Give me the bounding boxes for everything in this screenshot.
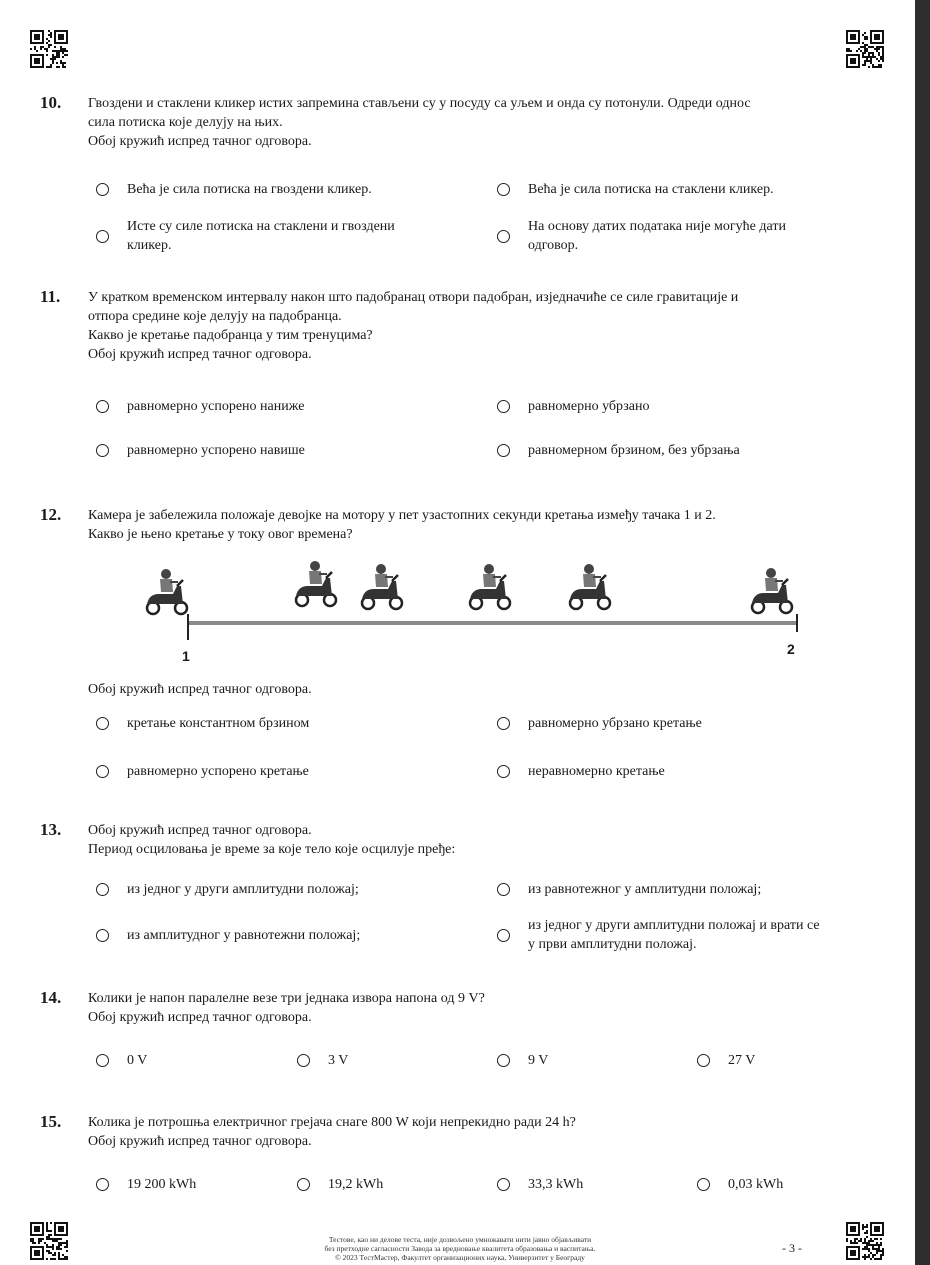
question-number: 12.: [40, 505, 62, 524]
answer-option[interactable]: равномерно убрзано кретање: [497, 714, 702, 733]
scooter-rider-icon: [147, 569, 187, 614]
qr-code-top-right: [846, 30, 884, 68]
radio-circle-icon[interactable]: [497, 929, 510, 942]
radio-circle-icon[interactable]: [96, 1178, 109, 1191]
qr-code-icon: [30, 30, 68, 68]
radio-circle-icon[interactable]: [96, 444, 109, 457]
radio-circle-icon[interactable]: [497, 1054, 510, 1067]
answer-option[interactable]: На основу датих података није могуће дати одговор.: [497, 217, 786, 255]
radio-circle-icon[interactable]: [96, 765, 109, 778]
answer-option[interactable]: 3 V: [297, 1051, 348, 1070]
radio-circle-icon[interactable]: [297, 1054, 310, 1067]
scooter-track-diagram: [140, 560, 810, 665]
radio-circle-icon[interactable]: [96, 929, 109, 942]
answer-option[interactable]: Већа је сила потиска на стаклени кликер.: [497, 180, 774, 199]
answer-option[interactable]: 9 V: [497, 1051, 548, 1070]
question-text: Гвоздени и стаклени кликер истих запремина стављени су у посуду са уљем и онда су потонули. Одреди однос сила потиска које делују на њих. Обој кружић испред тачног одговора.: [88, 96, 751, 149]
answer-option[interactable]: Већа је сила потиска на гвоздени кликер.: [96, 180, 372, 199]
radio-circle-icon[interactable]: [497, 183, 510, 196]
radio-circle-icon[interactable]: [697, 1178, 710, 1191]
qr-code-icon: [30, 1222, 68, 1260]
scooter-rider-icon: [470, 564, 510, 609]
radio-circle-icon[interactable]: [96, 883, 109, 896]
radio-circle-icon[interactable]: [96, 230, 109, 243]
scooter-rider-icon: [570, 564, 610, 609]
question-instruction: Обој кружић испред тачног одговора.: [88, 682, 312, 697]
qr-code-icon: [846, 1222, 884, 1260]
question-text: Колики је напон паралелне везе три једнака извора напона од 9 V? Обој кружић испред тачног одговора.: [88, 991, 485, 1025]
radio-circle-icon[interactable]: [697, 1054, 710, 1067]
question-number: 13.: [40, 820, 62, 839]
answer-option[interactable]: 33,3 kWh: [497, 1175, 583, 1194]
question-number: 11.: [40, 287, 61, 306]
radio-circle-icon[interactable]: [96, 400, 109, 413]
answer-option[interactable]: 0 V: [96, 1051, 147, 1070]
radio-circle-icon[interactable]: [297, 1178, 310, 1191]
point-2-label: 2: [787, 641, 795, 657]
page-number: - 3 -: [782, 1241, 802, 1255]
answer-option[interactable]: 27 V: [697, 1051, 755, 1070]
radio-circle-icon[interactable]: [497, 883, 510, 896]
answer-option[interactable]: равномерно успорено наниже: [96, 397, 304, 416]
radio-circle-icon[interactable]: [96, 717, 109, 730]
qr-code-icon: [846, 30, 884, 68]
answer-option[interactable]: Исте су силе потиска на стаклени и гвоздени кликер.: [96, 217, 395, 255]
answer-option[interactable]: 19,2 kWh: [297, 1175, 383, 1194]
question-text: Обој кружић испред тачног одговора. Период осциловања је време за које тело које осцилује пређе:: [88, 823, 456, 857]
copyright-footer: Тестове, као ни делове теста, није дозвољено умножавати нити јавно објављивати без претходне сагласности Завода за вредновање квалитета образовања и васпитања. © 2023 ТестМастер, Факултет организационих наука, Универзитет у Београду: [324, 1235, 596, 1262]
answer-option[interactable]: кретање константном брзином: [96, 714, 309, 733]
question-text: Камера је забележила положаје девојке на мотору у пет узастопних секунди кретања између тачака 1 и 2. Какво је њено кретање у току овог времена?: [88, 508, 716, 542]
scooter-rider-icon: [362, 564, 402, 609]
answer-option[interactable]: равномерно убрзано: [497, 397, 649, 416]
question-number: 15.: [40, 1112, 62, 1131]
radio-circle-icon[interactable]: [497, 230, 510, 243]
answer-option[interactable]: равномерном брзином, без убрзања: [497, 441, 740, 460]
answer-option[interactable]: из равнотежног у амплитудни положај;: [497, 880, 761, 899]
radio-circle-icon[interactable]: [497, 1178, 510, 1191]
radio-circle-icon[interactable]: [497, 717, 510, 730]
answer-option[interactable]: 19 200 kWh: [96, 1175, 196, 1194]
radio-circle-icon[interactable]: [497, 765, 510, 778]
qr-code-top-left: [30, 30, 68, 68]
question-text: Колика је потрошња електричног грејача снаге 800 W који непрекидно ради 24 h? Обој кружић испред тачног одговора.: [88, 1115, 576, 1149]
question-number: 14.: [40, 988, 62, 1007]
motion-figure: [140, 560, 810, 665]
answer-option[interactable]: неравномерно кретање: [497, 762, 665, 781]
question-number: 10.: [40, 93, 62, 112]
answer-option[interactable]: из једног у други амплитудни положај и врати се у први амплитудни положај.: [497, 916, 820, 954]
answer-option[interactable]: из амплитудног у равнотежни положај;: [96, 926, 360, 945]
point-1-label: 1: [182, 648, 190, 664]
qr-code-bottom-left: [30, 1222, 68, 1260]
answer-option[interactable]: 0,03 kWh: [697, 1175, 783, 1194]
question-text: У кратком временском интервалу након што падобранац отвори падобран, изједначиће се силе гравитације и отпора средине које делују на падобранца. Какво је кретање падобранца у тим тренуцима? Обој кружић испред тачног одговора.: [88, 290, 739, 362]
qr-code-bottom-right: [846, 1222, 884, 1260]
radio-circle-icon[interactable]: [497, 400, 510, 413]
answer-option[interactable]: из једног у други амплитудни положај;: [96, 880, 359, 899]
answer-option[interactable]: равномерно успорено навише: [96, 441, 305, 460]
radio-circle-icon[interactable]: [96, 1054, 109, 1067]
radio-circle-icon[interactable]: [96, 183, 109, 196]
radio-circle-icon[interactable]: [497, 444, 510, 457]
answer-option[interactable]: равномерно успорено кретање: [96, 762, 309, 781]
scooter-rider-icon: [752, 568, 792, 613]
scooter-rider-icon: [296, 561, 336, 606]
viewer-scrollbar[interactable]: [915, 0, 930, 1265]
